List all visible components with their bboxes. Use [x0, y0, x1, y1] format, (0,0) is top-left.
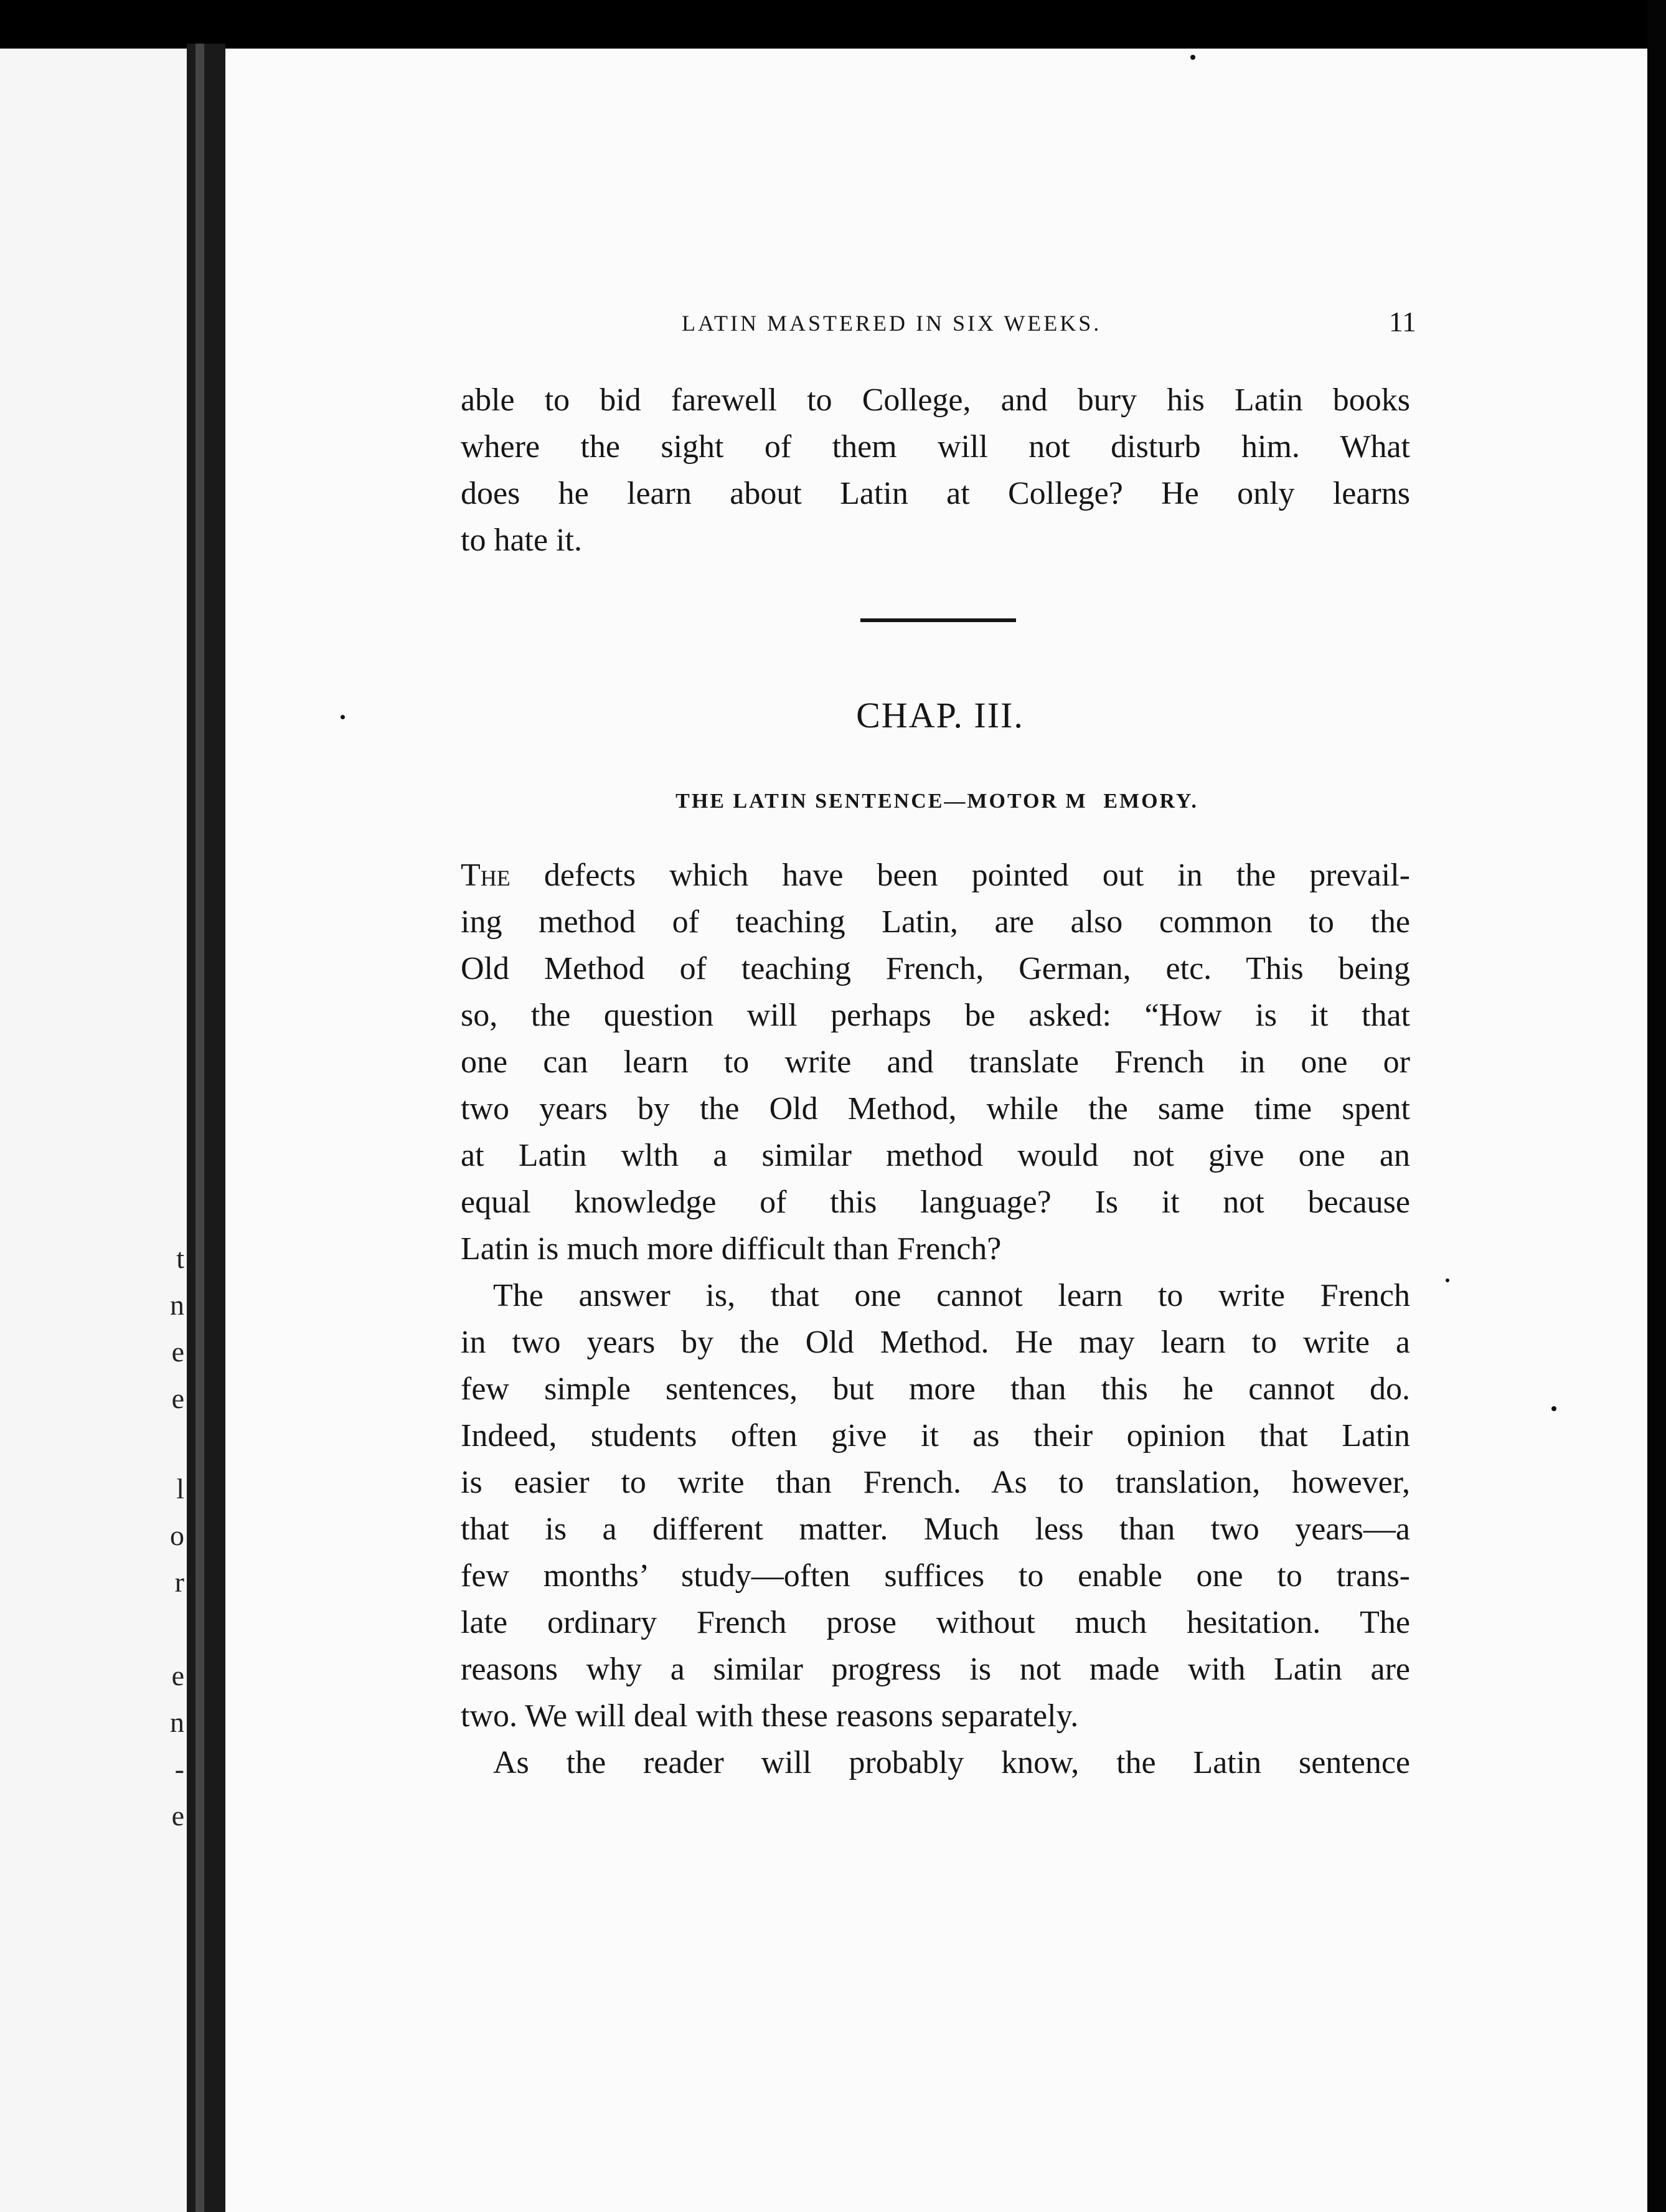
text-line: Latin is much more difficult than French?: [461, 1231, 1002, 1267]
text-line: [461, 852, 1410, 899]
page-number: 11: [1388, 306, 1416, 338]
facing-page-letter: n: [170, 1289, 184, 1321]
chapter-heading: CHAP. III.: [856, 695, 1024, 735]
ink-speck: [1551, 1406, 1556, 1411]
chapter-subtitle: [619, 790, 1254, 813]
facing-page-letter: e: [171, 1800, 184, 1832]
facing-page-letter: t: [176, 1242, 184, 1274]
ink-speck: [1190, 55, 1195, 60]
ink-speck: [1446, 1279, 1449, 1282]
text-line: two. We will deal with these reasons separately.: [461, 1698, 1079, 1734]
ink-speck: [341, 715, 345, 719]
book-gutter: [187, 44, 225, 2212]
text-line: ing method of teaching Latin, are also common to the: [461, 904, 1410, 940]
opening-word: The: [461, 858, 511, 893]
chapter-subtitle-end: EMORY.: [1103, 790, 1198, 813]
text-line: so, the question will perhaps be asked: “How is it that: [461, 998, 1410, 1033]
chapter-subtitle-start: THE LATIN SENTENCE—MOTOR M: [675, 790, 1088, 813]
section-divider: [860, 618, 1016, 622]
running-title: LATIN MASTERED IN SIX WEEKS.: [682, 311, 1102, 336]
text-line: Old Method of teaching French, German, etc. This being: [461, 951, 1410, 986]
text-line: As the reader will probably know, the Latin sentence: [493, 1745, 1410, 1780]
facing-page-letter: e: [171, 1336, 184, 1368]
opening-paragraph: [461, 377, 1410, 564]
text-line: is easier to write than French. As to translation, however,: [461, 1465, 1410, 1500]
facing-page-letter: -: [174, 1753, 184, 1785]
text-line: late ordinary French prose without much hesitation. The: [461, 1605, 1410, 1640]
facing-page-letter: e: [171, 1660, 184, 1691]
text-line: to hate it.: [461, 522, 582, 558]
paragraph-2: [461, 1272, 1410, 1739]
running-head: [682, 305, 1416, 343]
facing-page-letter: o: [170, 1520, 184, 1551]
text-line: two years by the Old Method, while the same time spent: [461, 1091, 1410, 1127]
scan-right-border: [1647, 0, 1666, 2212]
paragraph-3: [461, 1739, 1410, 1786]
text-line: few simple sentences, but more than this he cannot do.: [461, 1371, 1410, 1407]
facing-page-letter: n: [170, 1706, 184, 1738]
text-line: where the sight of them will not disturb him. What: [461, 429, 1410, 465]
text-line: few months’ study—often suffices to enable one to trans-: [461, 1558, 1410, 1594]
facing-page-letter: e: [171, 1382, 184, 1414]
text-line: at Latin wlth a similar method would not give one an: [461, 1138, 1410, 1173]
text-line: able to bid farewell to College, and bury his Latin books: [461, 382, 1410, 418]
text-line: one can learn to write and translate French in one or: [461, 1044, 1410, 1080]
facing-page-letter: r: [174, 1566, 184, 1598]
text-line: in two years by the Old Method. He may learn to write a: [461, 1325, 1410, 1360]
text-line: does he learn about Latin at College? He only learns: [461, 476, 1410, 511]
text-line: that is a different matter. Much less than two years—a: [461, 1511, 1410, 1547]
text-line: equal knowledge of this language? Is it not because: [461, 1184, 1410, 1220]
paragraph-1: [461, 852, 1410, 1272]
text-line: reasons why a similar progress is not made with Latin are: [461, 1652, 1410, 1687]
scan-top-border: [0, 0, 1666, 49]
text-line: Indeed, students often give it as their opinion that Latin: [461, 1418, 1410, 1453]
text-line: The answer is, that one cannot learn to write French: [493, 1278, 1410, 1313]
facing-page-letter: l: [176, 1473, 184, 1505]
facing-page-edge: [0, 49, 187, 2212]
text-line-rest: defects which have been pointed out in the prevail-: [510, 858, 1410, 893]
